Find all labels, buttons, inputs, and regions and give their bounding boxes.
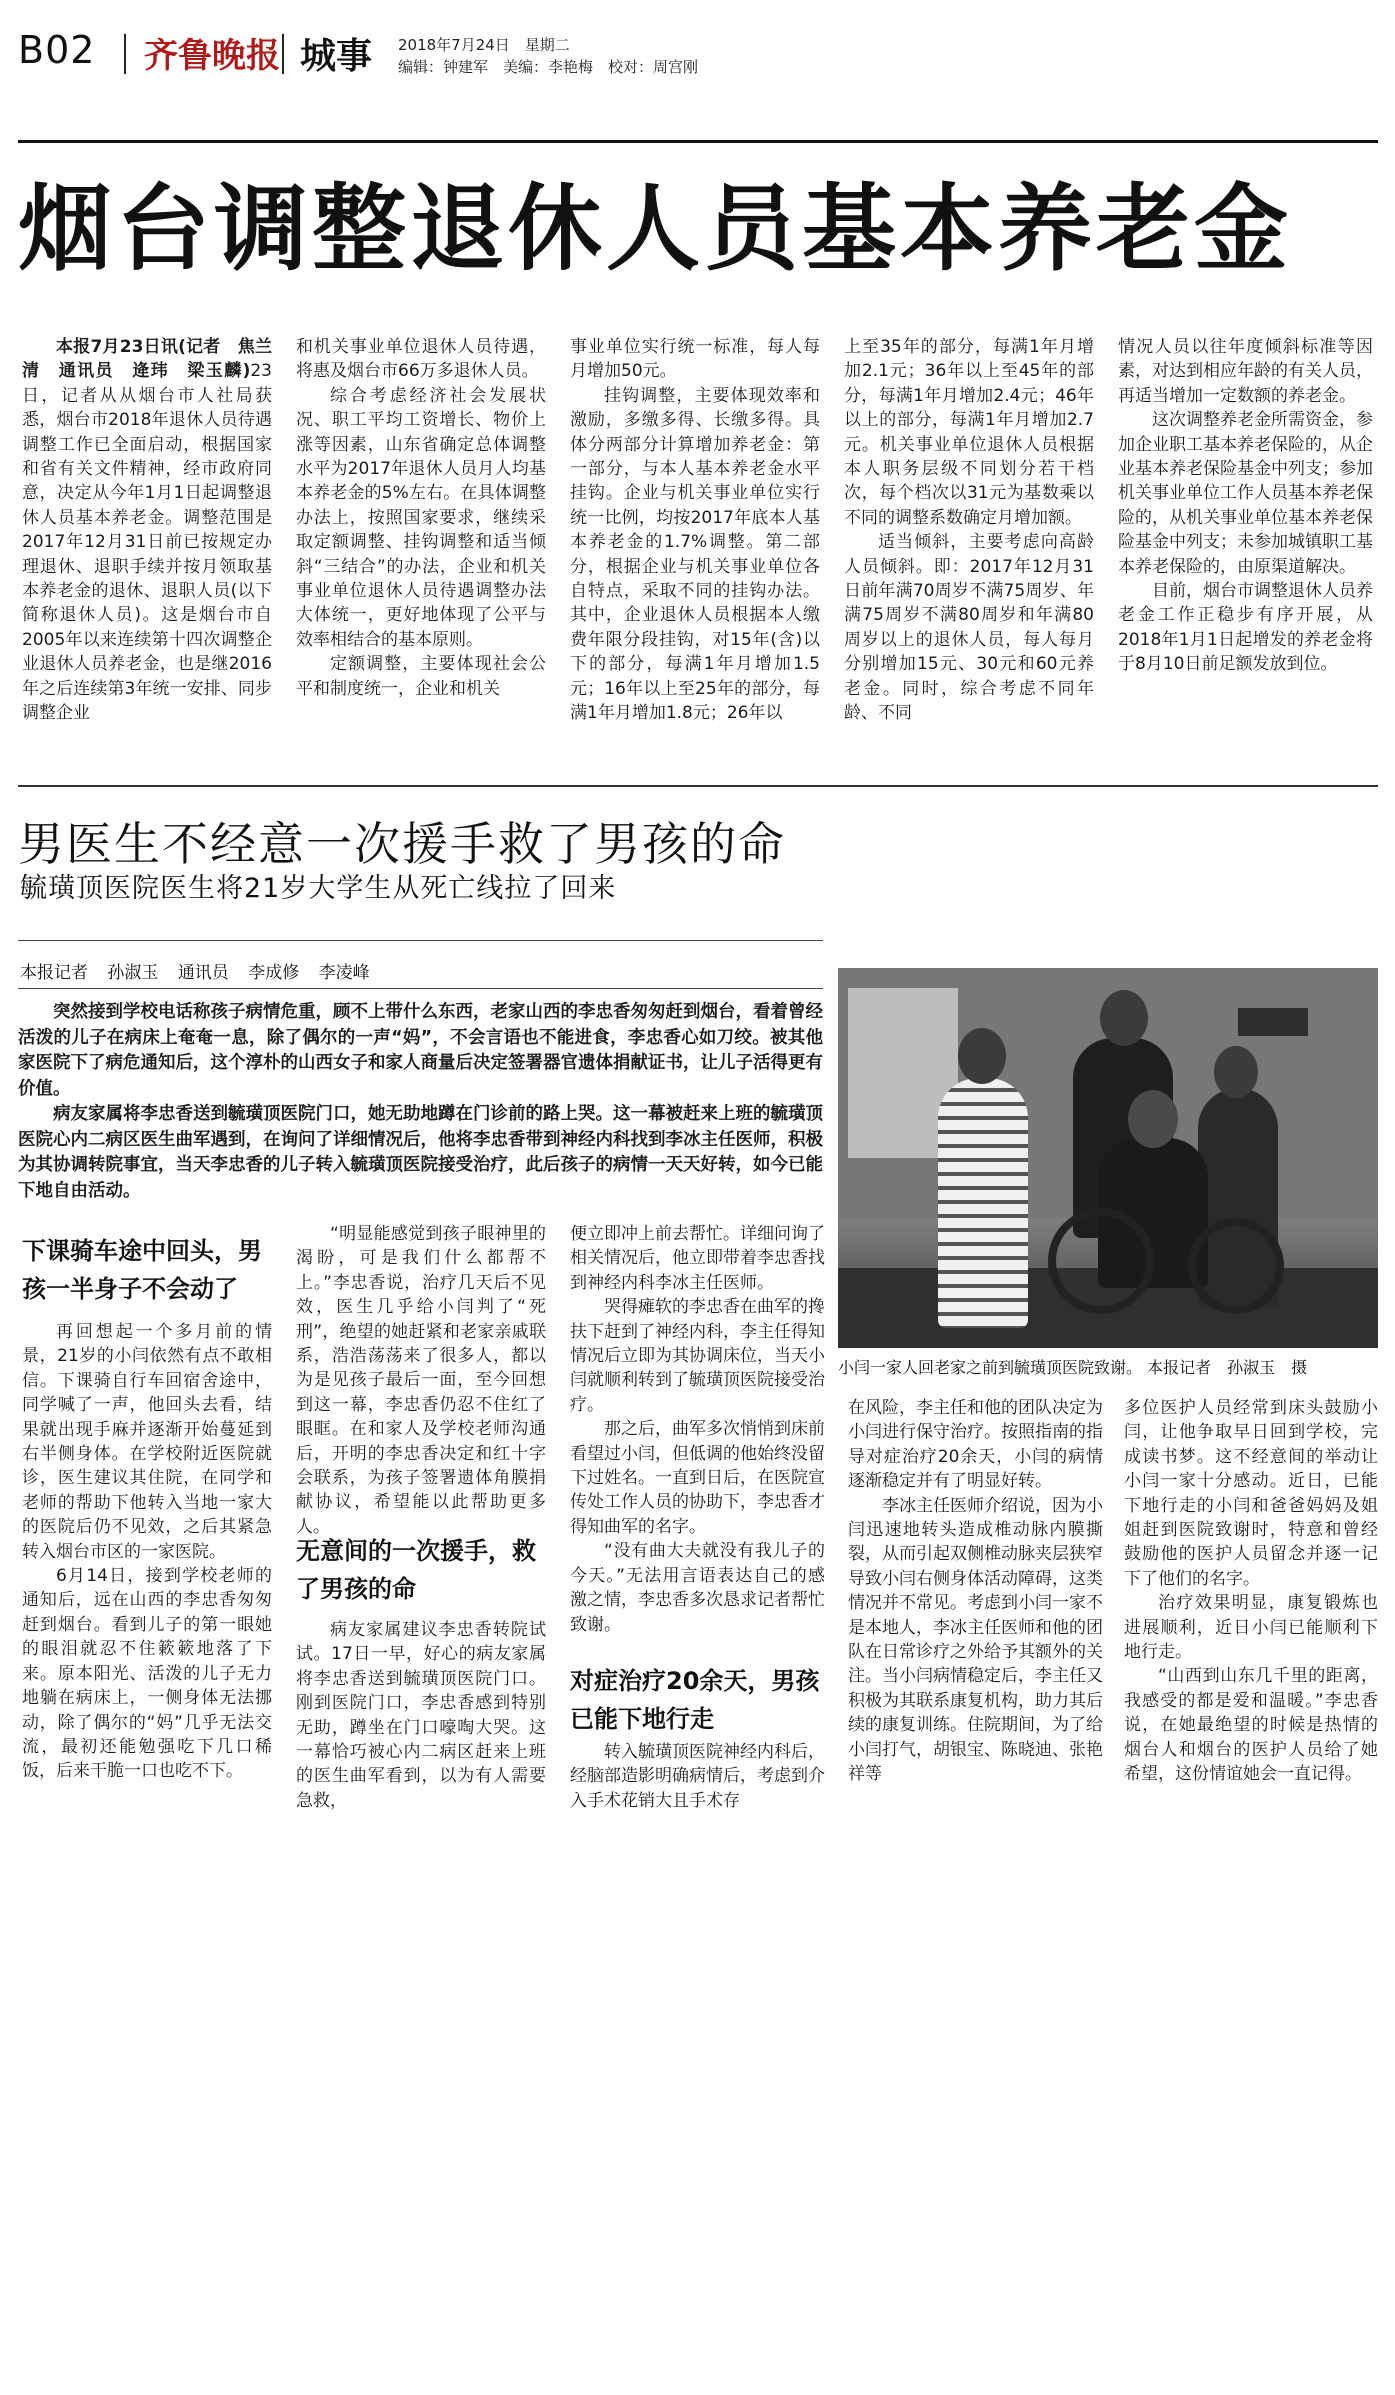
article2-subheadline: 毓璜顶医院医生将21岁大学生从死亡线拉了回来 xyxy=(20,873,617,904)
article1-column-3 xyxy=(570,335,820,765)
article1-paragraph: 综合考虑经济社会发展状况、职工平均工资增长、物价上涨等因素，山东省确定总体调整水平为2017年退休人员月人均基本养老金的5%左右。在具体调整办法上，按照国家要求，继续采取定额调整、挂钩调整和适当倾斜“三结合”的办法，企业和机关事业单位退休人员待遇调整办法大体统一，更好地体现了公平与效率相结合的基本原则。 xyxy=(296,385,546,650)
article2-paragraph: “山西到山东几千里的距离，我感受的都是爱和温暖。”李忠香说，在她最绝望的时候是热情的烟台人和烟台的医护人员给了她希望，这份情谊她会一直记得。 xyxy=(1124,1666,1378,1785)
photo-wheelchair-wheel xyxy=(1048,1208,1154,1314)
header-divider xyxy=(124,34,126,74)
section-subtitle: 下课骑车途中回头，男孩一半身子不会动了 xyxy=(22,1237,262,1303)
article1-column-2 xyxy=(296,335,546,765)
article1-headline: 烟台调整退休人员基本养老金 xyxy=(18,175,1293,284)
article1-column-4 xyxy=(844,335,1094,765)
photo-mother xyxy=(938,1078,1028,1328)
article2-paragraph: 在风险，李主任和他的团队决定为小闫进行保守治疗。按照指南的指导对症治疗20余天，小闫的病情逐渐稳定并有了明显好转。 xyxy=(848,1398,1103,1492)
byline-label: 本报记者 xyxy=(20,963,88,983)
article1-column-1 xyxy=(22,335,272,765)
article1-paragraph: 23日，记者从从烟台市人社局获悉，烟台市2018年退休人员待遇调整工作已全面启动，根据国家和省有关文件精神，经市政府同意，决定从今年1月1日起调整退休人员基本养老金。调整范围是2017年12月31日前已按规定办理退休、退职手续并按月领取基本养老金的退休、退职人员(以下简称退休人员)。这是烟台市自2005年以来连续第十四次调整企业退休人员养老金，也是继2016年之后连续第3年统一安排、同步调整企业 xyxy=(22,361,272,724)
article2-paragraph: 治疗效果明显，康复锻炼也进展顺利，近日小闫已能顺利下地行走。 xyxy=(1124,1593,1378,1663)
lead-paragraph: 病友家属将李忠香送到毓璜顶医院门口，她无助地蹲在门诊前的路上哭。这一幕被赶来上班的毓璜顶医院心内二病区医生曲军遇到，在询问了详细情况后，他将李忠香带到神经内科找到李冰主任医师，积极为其协调转院事宜，当天李忠香的儿子转入毓璜顶医院接受治疗，此后孩子的病情一天天好转，如今已能下地自由活动。 xyxy=(18,1104,823,1201)
article1-paragraph: 挂钩调整，主要体现效率和激励，多缴多得、长缴多得。具体分两部分计算增加养老金：第一部分，与本人基本养老金水平挂钩。企业与机关事业单位实行统一比例，均按2017年底本人基本养老金的1.7%调整。第二部分，根据企业与机关事业单位各自特点，采取不同的挂钩办法。其中，企业退休人员根据本人缴费年限分段挂钩，对15年(含)以下的部分，每满1年月增加1.5元；16年以上至25年的部分，每满1年月增加1.8元；26年以 xyxy=(570,385,820,724)
article2-column-2b xyxy=(296,1618,546,1811)
article2-column-4 xyxy=(848,1396,1103,1806)
photo-sign xyxy=(1238,1008,1308,1036)
header-date: 2018年7月24日 星期二 xyxy=(398,36,570,54)
page-header xyxy=(18,22,1378,92)
article2-lead xyxy=(18,1000,823,1204)
article2-paragraph: 病友家属建议李忠香转院试试。17日一早，好心的病友家属将李忠香送到毓璜顶医院门口。刚到医院门口，李忠香感到特别无助，蹲坐在门口嚎啕大哭。这一幕恰巧被心内二病区赶来上班的医生曲军看到，以为有人需要急救， xyxy=(296,1620,546,1811)
article2-byline xyxy=(20,958,384,983)
paper-name-logo: 齐鲁晚报 xyxy=(144,36,280,76)
lead-paragraph: 突然接到学校电话称孩子病情危重，顾不上带什么东西，老家山西的李忠香匆匆赶到烟台，看着曾经活泼的儿子在病床上奄奄一息，除了偶尔的一声“妈”，不会言语也不能进食，李忠香心如刀绞。被其他家医院下了病危通知后，这个淳朴的山西女子和家人商量后决定签署器官遗体捐献证书，让儿子活得更有价值。 xyxy=(18,1002,823,1099)
article1-column-5 xyxy=(1118,335,1373,765)
photo-mother-head xyxy=(958,1028,1006,1084)
byline-name: 孙淑玉 xyxy=(107,963,159,983)
section-name: 城事 xyxy=(300,36,373,77)
article2-paragraph: “没有曲大夫就没有我儿子的今天。”无法用言语表达自己的感激之情，李忠香多次恳求记者帮忙致谢。 xyxy=(570,1541,825,1635)
article2-paragraph: 哭得瘫软的李忠香在曲军的搀扶下赶到了神经内科，李主任得知情况后立即为其协调床位，当天小闫就顺利转到了毓璜顶医院接受治疗。 xyxy=(570,1297,825,1415)
article2-paragraph: 再回想起一个多月前的情景，21岁的小闫依然有点不敢相信。下课骑自行车回宿舍途中，同学喊了一声，他回头去看，结果就出现手麻并逐渐开始蔓延到右半侧身体。在学校附近医院就诊，医生建议其住院，在同学和老师的帮助下他转入当地一家大的医院后仍不见效，之后其紧急转入烟台市区的一家医院。 xyxy=(22,1322,272,1562)
article2-column-3a xyxy=(570,1222,825,1652)
photo-sister-head xyxy=(1214,1046,1258,1098)
byline-rule xyxy=(18,988,823,989)
article1-paragraph: 上至35年的部分，每满1年月增加2.1元；36年以上至45年的部分，每满1年月增加2.4元；46年以上的部分，每满1年月增加2.7元。机关事业单位退休人员根据本人职务层级不同划分若干档次，每个档次以31元为基数乘以不同的调整系数确定月增加额。 xyxy=(844,337,1094,528)
article1-paragraph: 定额调整，主要体现社会公平和制度统一，企业和机关 xyxy=(296,654,546,699)
photo-caption: 小闫一家人回老家之前到毓璜顶医院致谢。 本报记者 孙淑玉 摄 xyxy=(838,1358,1308,1377)
byline-name: 李凌峰 xyxy=(318,963,370,983)
article-divider xyxy=(18,785,1378,787)
article2-column-3b xyxy=(570,1740,825,1815)
article2-paragraph: “明显能感觉到孩子眼神里的渴盼，可是我们什么都帮不上。”李忠香说，治疗几天后不见效，医生几乎给小闫判了“死刑”，绝望的她赶紧和老家亲戚联系，浩浩荡荡来了很多人，都以为是见孩子最后一面，至今回想到这一幕，李忠香仍忍不住红了眼眶。在和家人及学校老师沟通后，开明的李忠香决定和红十字会联系，为孩子签署遗体角膜捐献协议，希望能以此帮助更多人。 xyxy=(296,1224,546,1537)
article1-paragraph: 事业单位实行统一标准，每人每月增加50元。 xyxy=(570,337,820,382)
article2-headline: 男医生不经意一次援手救了男孩的命 xyxy=(18,817,786,871)
article1-paragraph: 情况人员以往年度倾斜标准等因素，对达到相应年龄的有关人员，再适当增加一定数额的养老金。 xyxy=(1118,337,1373,406)
article1-paragraph: 这次调整养老金所需资金，参加企业职工基本养老保险的，从企业基本养老保险基金中列支；参加机关事业单位工作人员基本养老保险的，从机关事业单位基本养老保险基金中列支；未参加城镇职工基本养老保险的，由原渠道解决。 xyxy=(1118,410,1373,577)
article1-paragraph: 适当倾斜，主要考虑向高龄人员倾斜。即：2017年12月31日前年满70周岁不满75周岁、年满75周岁不满80周岁和年满80周岁以上的退休人员，每人每月分别增加15元、30元和60元养老金。同时，综合考虑不同年龄、不同 xyxy=(844,532,1094,724)
article2-paragraph: 李冰主任医师介绍说，因为小闫迅速地转头造成椎动脉内膜撕裂，从而引起双侧椎动脉夹层狭窄导致小闫右侧身体活动障碍，这类情况并不常见。考虑到小闫一家不是本地人，李冰主任医师和他的团队在日常诊疗之外给予其额外的关注。当小闫病情稳定后，李主任又积极为其联系康复机构，助力其后续的康复训练。住院期间，为了给小闫打气，胡银宝、陈晓迪、张艳祥等 xyxy=(848,1495,1103,1785)
article2-column-2a xyxy=(296,1222,546,1537)
page-number: B02 xyxy=(18,28,96,72)
article1-paragraph: 和机关事业单位退休人员待遇，将惠及烟台市66万多退休人员。 xyxy=(296,337,546,382)
article2-paragraph: 便立即冲上前去帮忙。详细问询了相关情况后，他立即带着李忠香找到神经内科李冰主任医师。 xyxy=(570,1224,825,1293)
family-photo xyxy=(838,968,1378,1348)
article2-paragraph: 6月14日，接到学校老师的通知后，远在山西的李忠香匆匆赶到烟台。看到儿子的第一眼她的眼泪就忍不住簌簌地落了下来。原本阳光、活泼的儿子无力地躺在病床上，一侧身体无法挪动，除了偶尔的“妈”几乎无法交流，最初还能勉强吃下几口稀饭，后来干脆一口也吃不下。 xyxy=(22,1566,272,1782)
byline-label: 通讯员 xyxy=(177,963,229,983)
byline-rule xyxy=(18,940,823,941)
header-divider xyxy=(282,34,284,74)
header-staff: 编辑：钟建军 美编：李艳梅 校对：周宫刚 xyxy=(398,58,699,76)
article2-paragraph: 那之后，曲军多次悄悄到床前看望过小闫，但低调的他始终没留下过姓名。一直到日后，在医院宣传处工作人员的协助下，李忠香才得知曲军的名字。 xyxy=(570,1419,825,1537)
photo-wheelchair-wheel xyxy=(1188,1218,1284,1314)
header-rule xyxy=(18,140,1378,143)
photo-son-head xyxy=(1128,1090,1178,1148)
article1-paragraph: 目前，烟台市调整退休人员养老金工作正稳步有序开展，从2018年1月1日起增发的养老金将于8月10日前足额发放到位。 xyxy=(1118,581,1373,675)
photo-father-head xyxy=(1100,990,1148,1046)
byline-name: 李成修 xyxy=(248,963,300,983)
article2-paragraph: 多位医护人员经常到床头鼓励小闫，让他争取早日回到学校，完成读书梦。这不经意间的举动让小闫一家十分感动。近日，已能下地行走的小闫和爸爸妈妈及姐姐赶到医院致谢时，特意和曾经鼓励他的医护人员留念并逐一记下了他们的名字。 xyxy=(1124,1398,1378,1589)
article2-column-1 xyxy=(22,1320,272,1780)
section-subtitle: 无意间的一次援手，救了男孩的命 xyxy=(296,1537,536,1603)
article2-column-5 xyxy=(1124,1396,1378,1806)
article2-paragraph: 转入毓璜顶医院神经内科后，经脑部造影明确病情后，考虑到介入手术花销大且手术存 xyxy=(570,1742,825,1811)
article1-byline: 本报7月23日讯(记者 焦兰清 通讯员 逄玮 梁玉麟) xyxy=(22,337,272,382)
section-subtitle: 对症治疗20余天，男孩已能下地行走 xyxy=(570,1667,820,1733)
